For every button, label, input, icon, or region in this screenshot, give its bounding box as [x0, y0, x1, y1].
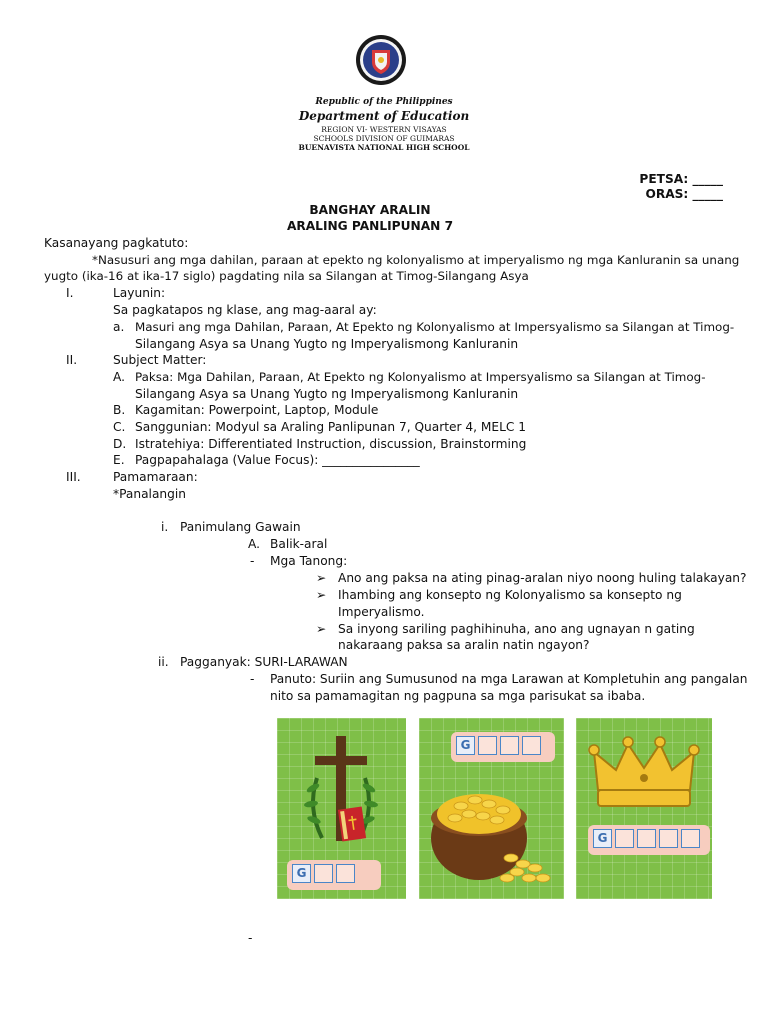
panalangin: *Panalangin — [113, 487, 186, 501]
kasanayan-text-1: *Nasusuri ang mga dahilan, paraan at epekto ng kolonyalismo at imperyalismo ng mga Kanluranin sa unang — [92, 253, 740, 267]
answer-board — [287, 860, 381, 890]
division-line: SCHOOLS DIVISION OF GUIMARAS — [313, 134, 455, 143]
subject-item-letter: D. — [113, 437, 127, 451]
kasanayan-label: Kasanayang pagkatuto: — [44, 236, 189, 250]
panuto-line-2: nito sa pamamagitan ng pagpuna sa mga parisukat sa ibaba. — [270, 689, 646, 703]
answer-board — [588, 825, 710, 855]
section-1-intro: Sa pagkatapos ng klase, ang mag-aaral ay: — [113, 303, 377, 317]
subject-item-sanggunian: Sanggunian: Modyul sa Araling Panlipunan 7, Quarter 4, MELC 1 — [135, 420, 527, 434]
bullet-arrow-icon: ➢ — [316, 571, 327, 585]
step-i-text: Panimulang Gawain — [180, 520, 301, 534]
petsa-field: PETSA: _____ — [639, 172, 723, 186]
section-1-a-line-2: Silangang Asya sa Unang Yugto ng Imperyalismong Kanluranin — [135, 337, 519, 351]
puzzle-card-cross — [277, 718, 406, 899]
balik-aral-text: Balik-aral — [270, 537, 328, 551]
deped-seal — [355, 34, 407, 86]
balik-aral-letter: A. — [248, 537, 260, 551]
step-ii-text: Pagganyak: SURI-LARAWAN — [180, 655, 348, 669]
bullet-arrow-icon: ➢ — [316, 622, 327, 636]
first-letter-box: G — [292, 864, 311, 883]
kasanayan-text-2: yugto (ika-16 at ika-17 siglo) pagdating nila sa Silangan at Timog-Silangang Asya — [44, 269, 529, 283]
letter-box — [314, 864, 333, 883]
letter-box — [659, 829, 678, 848]
puzzle-card-crown — [576, 718, 712, 899]
letter-box — [681, 829, 700, 848]
section-2-numeral: II. — [66, 353, 78, 367]
subject-item-paksa-line-2: Silangang Asya sa Unang Yugto ng Imperyalismong Kanluranin — [135, 387, 519, 401]
subject-item-letter: A. — [113, 370, 125, 384]
department-line: Department of Education — [298, 109, 470, 123]
question-3-line-2: nakaraang paksa sa aralin natin ngayon? — [338, 638, 590, 652]
subject-item-kagamitan: Kagamitan: Powerpoint, Laptop, Module — [135, 403, 379, 417]
section-3-heading: Pamamaraan: — [113, 470, 198, 484]
pot-of-gold-icon — [419, 718, 564, 899]
question-2-line-1: Ihambing ang konsepto ng Kolonyalismo sa konsepto ng — [338, 588, 682, 602]
letter-box — [615, 829, 634, 848]
first-letter-box: G — [593, 829, 612, 848]
first-letter-box: G — [456, 736, 475, 755]
panuto-dash: - — [250, 672, 255, 686]
puzzle-card-gold — [419, 718, 564, 899]
question-1: Ano ang paksa na ating pinag-aralan niyo noong huling talakayan? — [338, 571, 747, 585]
section-1-a-line-1: Masuri ang mga Dahilan, Paraan, At Epekto ng Kolonyalismo at Impersyalismo sa Silangan at Timog- — [135, 320, 735, 334]
subject-item-letter: B. — [113, 403, 126, 417]
bullet-arrow-icon: ➢ — [316, 588, 327, 602]
section-2-heading: Subject Matter: — [113, 353, 207, 367]
subject-item-letter: E. — [113, 453, 125, 467]
step-i-numeral: i. — [161, 520, 169, 534]
region-line: REGION VI- WESTERN VISAYAS — [321, 125, 447, 134]
question-2-line-2: Imperyalismo. — [338, 605, 425, 619]
step-ii-numeral: ii. — [158, 655, 169, 669]
panuto-line-1: Panuto: Suriin ang Sumusunod na mga Larawan at Kompletuhin ang pangalan — [270, 672, 748, 686]
subject-item-letter: C. — [113, 420, 126, 434]
mga-tanong: Mga Tanong: — [270, 554, 348, 568]
letter-box — [336, 864, 355, 883]
section-1-heading: Layunin: — [113, 286, 166, 300]
tanong-dash: - — [250, 554, 255, 568]
title-line-2: ARALING PANLIPUNAN 7 — [286, 219, 454, 233]
title-line-1: BANGHAY ARALIN — [309, 203, 431, 217]
subject-item-istratehiya: Istratehiya: Differentiated Instruction, discussion, Brainstorming — [135, 437, 527, 451]
school-line: BUENAVISTA NATIONAL HIGH SCHOOL — [298, 143, 470, 152]
section-1-a-letter: a. — [113, 320, 125, 334]
subject-item-paksa-line-1: Paksa: Mga Dahilan, Paraan, At Epekto ng Kolonyalismo at Impersyalismo sa Silangan at Timog- — [135, 370, 706, 384]
trailing-dash: - — [248, 931, 253, 945]
oras-field: ORAS: _____ — [645, 187, 723, 201]
republic-line: Republic of the Philippines — [315, 97, 453, 107]
crown-icon — [576, 718, 712, 899]
section-1-numeral: I. — [66, 286, 74, 300]
section-3-numeral: III. — [66, 470, 81, 484]
subject-item-pagpapahalaga: Pagpapahalaga (Value Focus): ________________ — [135, 453, 420, 467]
letter-box — [637, 829, 656, 848]
question-3-line-1: Sa inyong sariling paghihinuha, ano ang ugnayan n gating — [338, 622, 695, 636]
